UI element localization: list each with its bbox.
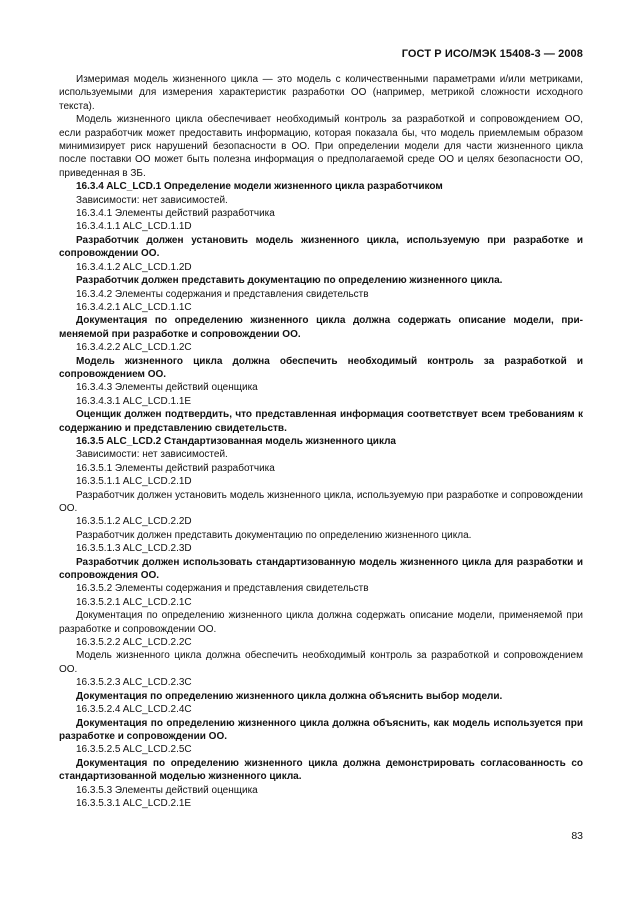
bold-paragraph: 16.3.4 ALC_LCD.1 Определение модели жизненного цикла разработчиком — [76, 181, 443, 193]
paragraph: Зависимости: нет зависимостей. — [76, 194, 228, 206]
paragraph: 16.3.5.1 Элементы действий разработчика — [76, 462, 275, 474]
paragraph: 16.3.5.2 Элементы содержания и представления свидетельств — [76, 583, 369, 595]
bold-paragraph: Разработчик должен использовать стандартизованную модель жизненного цикла для разработки и сопровождения ОО. — [59, 556, 583, 582]
paragraph: Модель жизненного цикла должна обеспечить необходимый контроль за разработкой и сопровождением ОО. — [59, 650, 583, 675]
paragraph: 16.3.5.2.4 ALC_LCD.2.4C — [76, 704, 192, 716]
paragraph: 16.3.4.1.1 ALC_LCD.1.1D — [76, 221, 192, 233]
page-body — [59, 73, 583, 810]
bold-paragraph: Документация по определению жизненного цикла должна объяснить выбор модели. — [76, 690, 503, 702]
paragraph: 16.3.5.2.5 ALC_LCD.2.5C — [76, 744, 192, 756]
page-number: 83 — [571, 830, 583, 842]
paragraph: 16.3.5.1.3 ALC_LCD.2.3D — [76, 543, 192, 555]
bold-paragraph: Оценщик должен подтвердить, что представленная информация соответствует всем требованиям к содержанию и представлению свидетельств. — [59, 409, 583, 434]
paragraph: 16.3.5.2.2 ALC_LCD.2.2C — [76, 637, 192, 649]
paragraph: 16.3.4.3.1 ALC_LCD.1.1E — [76, 395, 192, 407]
bold-paragraph: Разработчик должен установить модель жизненного цикла, используемую при разработке и сопровождении ОО. — [59, 234, 583, 260]
bold-paragraph: Разработчик должен представить документацию по определению жизненного цикла. — [76, 275, 503, 287]
bold-paragraph: Документация по определению жизненного цикла должна содержать описание модели, применяемой при разработке и сопровождении ОО. — [59, 315, 583, 340]
paragraph: 16.3.5.2.3 ALC_LCD.2.3C — [76, 677, 192, 689]
paragraph: 16.3.5.3.1 ALC_LCD.2.1E — [76, 797, 192, 809]
paragraph: 16.3.4.2 Элементы содержания и представления свидетельств — [76, 288, 369, 300]
bold-paragraph: Модель жизненного цикла должна обеспечить необходимый контроль за разработкой и сопровождением ОО. — [59, 355, 583, 380]
bold-paragraph: Документация по определению жизненного цикла должна объяснить, как модель используется при разработке и сопровождении ОО. — [59, 717, 583, 742]
paragraph: Документация по определению жизненного цикла должна содержать описание модели, применяемой при разработке и сопровождении ОО. — [59, 610, 583, 635]
paragraph: 16.3.5.1.2 ALC_LCD.2.2D — [76, 516, 192, 528]
document-header: ГОСТ Р ИСО/МЭК 15408-3 — 2008 — [401, 48, 583, 60]
paragraph: Модель жизненного цикла обеспечивает необходимый контроль за разработкой и сопровождением ОО, если разработчик может предоставить информацию, которая показала бы, что модель приемлемым образом минимизирует риск нарушений безопасности в ОО. При определении модели для части жизненного цикла после поставки ОО может быть полезна информация о предполагаемой среде ОО и целях безопасности ОО, приведенная в ЗБ. — [59, 114, 583, 179]
paragraph: 16.3.4.2.1 ALC_LCD.1.1C — [76, 301, 192, 313]
paragraph: 16.3.5.3 Элементы действий оценщика — [76, 784, 258, 796]
bold-paragraph: 16.3.5 ALC_LCD.2 Стандартизованная модель жизненного цикла — [76, 435, 396, 447]
paragraph: Измеримая модель жизненного цикла — это модель с количественными параметрами и/или метриками, используемыми для измерения характеристик разработки ОО (например, метрикой сложности исходного текста). — [59, 74, 583, 112]
paragraph: 16.3.4.1.2 ALC_LCD.1.2D — [76, 261, 192, 273]
paragraph: Разработчик должен представить документацию по определению жизненного цикла. — [76, 529, 472, 541]
paragraph: 16.3.5.2.1 ALC_LCD.2.1C — [76, 596, 192, 608]
paragraph: 16.3.4.1 Элементы действий разработчика — [76, 208, 275, 220]
paragraph: 16.3.5.1.1 ALC_LCD.2.1D — [76, 476, 192, 488]
paragraph: Зависимости: нет зависимостей. — [76, 449, 228, 461]
paragraph: Разработчик должен установить модель жизненного цикла, используемую при разработке и сопровождении ОО. — [59, 489, 583, 514]
paragraph: 16.3.4.3 Элементы действий оценщика — [76, 382, 258, 394]
bold-paragraph: Документация по определению жизненного цикла должна демонстрировать согласованность со стандартизованной моделью жизненного цикла. — [59, 757, 583, 783]
paragraph: 16.3.4.2.2 ALC_LCD.1.2C — [76, 342, 192, 354]
